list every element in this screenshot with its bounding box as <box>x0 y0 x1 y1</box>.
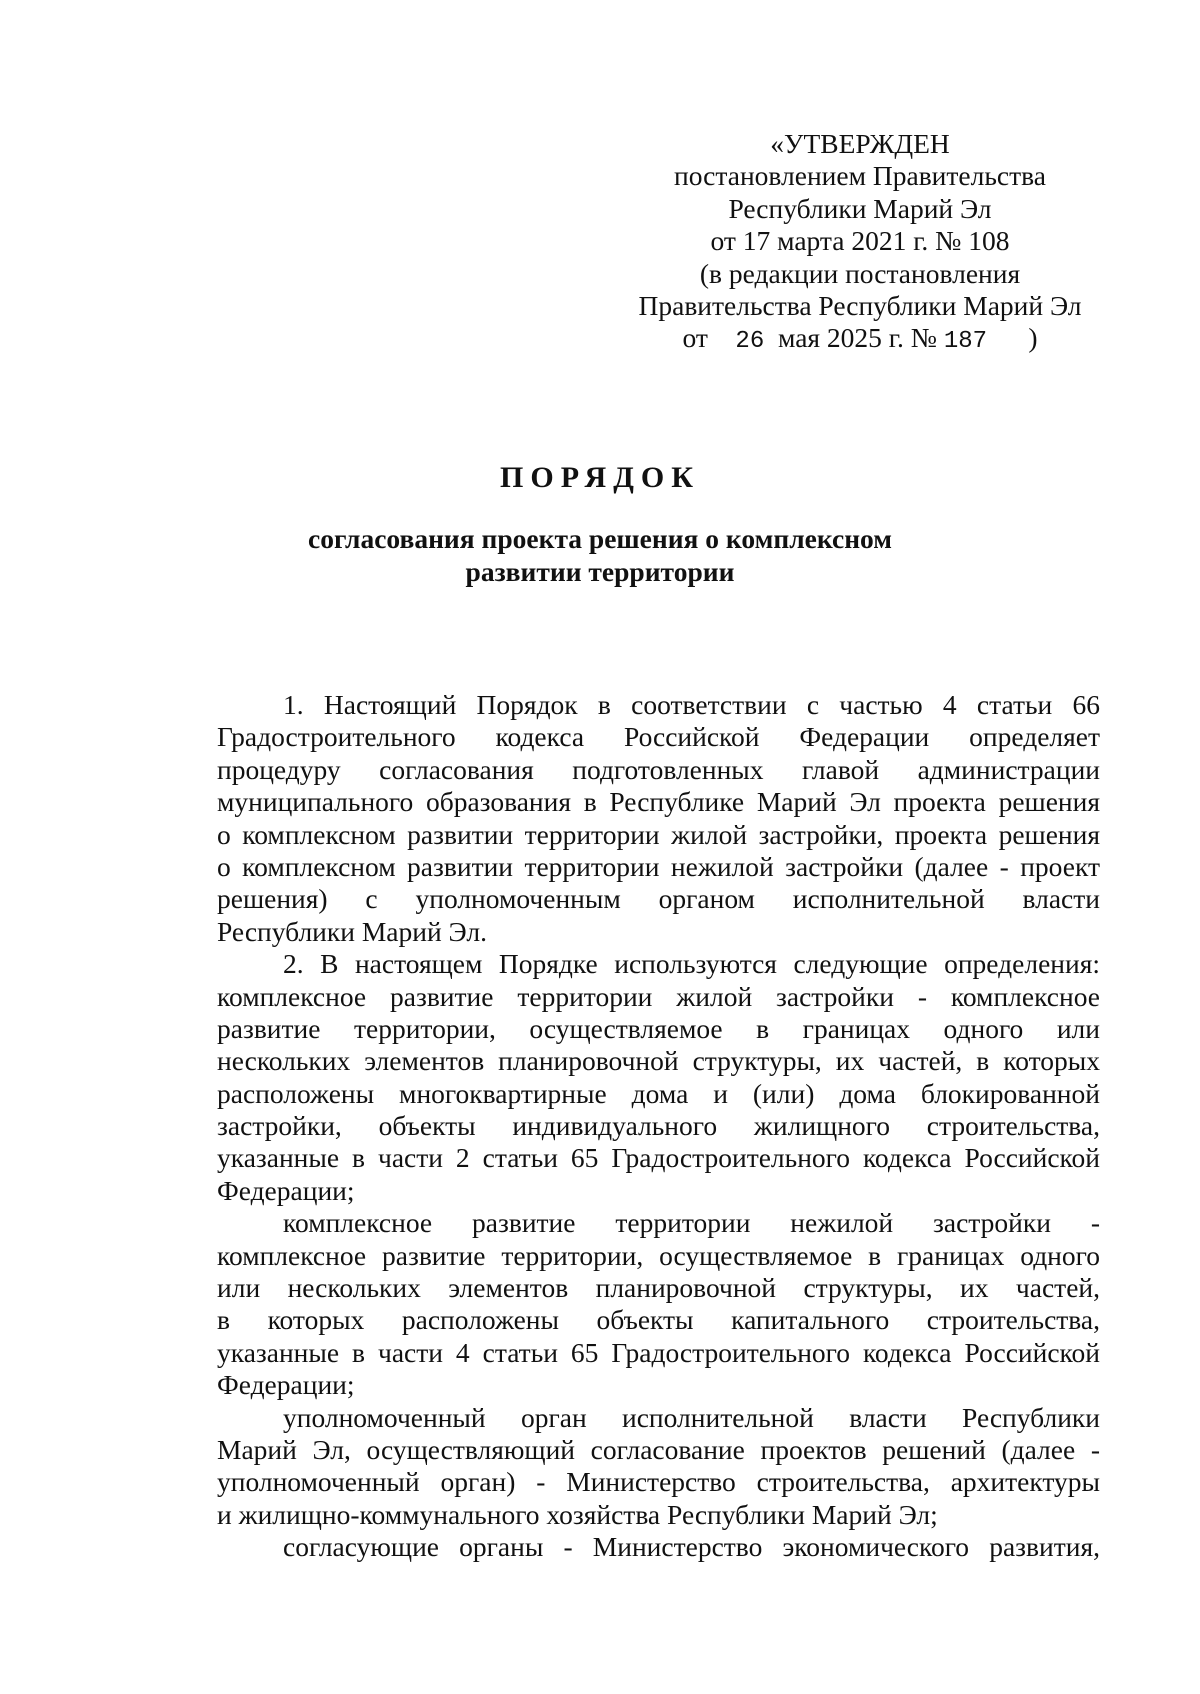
subtitle-line: развитии территории <box>465 556 735 587</box>
body-line: уполномоченный орган исполнительной власти Республики <box>283 1401 1100 1433</box>
body-line: расположены многоквартирные дома и (или) дома блокированной <box>217 1077 1100 1109</box>
body-line: Марий Эл, осуществляющий согласование проектов решений (далее - <box>217 1433 1100 1465</box>
body-line: указанные в части 4 статьи 65 Градостроительного кодекса Российской <box>217 1336 1100 1368</box>
body-line: развитие территории, осуществляемое в границах одного или <box>217 1012 1100 1044</box>
approval-amendment-date <box>600 322 1120 358</box>
amendment-number: 187 <box>943 328 988 356</box>
body-line: нескольких элементов планировочной структуры, их частей, в которых <box>217 1045 1100 1077</box>
body-line: Федерации; <box>217 1369 355 1401</box>
date-prefix: от <box>682 322 708 354</box>
body-line: 1. Настоящий Порядок в соответствии с частью 4 статьи 66 <box>283 689 1100 720</box>
body-line: Градостроительного кодекса Российской Федерации определяет <box>217 721 1100 753</box>
body-line: согласующие органы - Министерство экономического развития, <box>283 1531 1100 1563</box>
body-line: комплексное развитие территории жилой застройки - комплексное <box>217 980 1100 1012</box>
approval-line: (в редакции постановления <box>699 257 1021 289</box>
body-line: Федерации; <box>217 1174 355 1206</box>
body-line: указанные в части 2 статьи 65 Градостроительного кодекса Российской <box>217 1142 1100 1174</box>
approval-line: Правительства Республики Марий Эл <box>638 290 1082 322</box>
body-line: застройки, объекты индивидуального жилищного строительства, <box>217 1110 1100 1142</box>
body-line: процедуру согласования подготовленных главой администрации <box>217 753 1100 785</box>
approval-line: «УТВЕРЖДЕН <box>770 128 950 159</box>
body-line: 2. В настоящем Порядке используются следующие определения: <box>283 948 1100 980</box>
body-line: уполномоченный орган) - Министерство строительства, архитектуры <box>217 1466 1100 1498</box>
amendment-day: 26 <box>735 328 765 356</box>
body-line: о комплексном развитии территории нежилой застройки (далее - проект <box>217 850 1100 882</box>
approval-line: Республики Марий Эл <box>728 192 992 224</box>
amendment-month-year: мая 2025 г. № <box>777 322 937 354</box>
approval-line: постановлением Правительства <box>674 160 1046 192</box>
body-line: решения) с уполномоченным органом исполнительной власти <box>217 883 1100 915</box>
document-title: ПОРЯДОК <box>500 461 700 494</box>
body-line: комплексное развитие территории нежилой застройки - <box>283 1207 1100 1239</box>
body-line: в которых расположены объекты капитального строительства, <box>217 1304 1100 1336</box>
body-line: муниципального образования в Республике Марий Эл проекта решения <box>217 786 1100 818</box>
document-subtitle <box>0 522 1200 588</box>
body-line: или нескольких элементов планировочной структуры, их частей, <box>217 1272 1100 1304</box>
body-line: Республики Марий Эл. <box>217 915 487 947</box>
amendment-close-paren: ) <box>1028 322 1038 354</box>
subtitle-line: согласования проекта решения о комплексном <box>307 523 893 554</box>
approval-stamp <box>600 128 1120 359</box>
body-line: о комплексном развитии территории жилой застройки, проекта решения <box>217 818 1100 850</box>
body-line: комплексное развитие территории, осуществляемое в границах одного <box>217 1239 1100 1271</box>
body-line: и жилищно-коммунального хозяйства Республики Марий Эл; <box>217 1498 938 1530</box>
document-body <box>217 689 1100 1564</box>
approval-line: от 17 марта 2021 г. № 108 <box>710 225 1010 257</box>
